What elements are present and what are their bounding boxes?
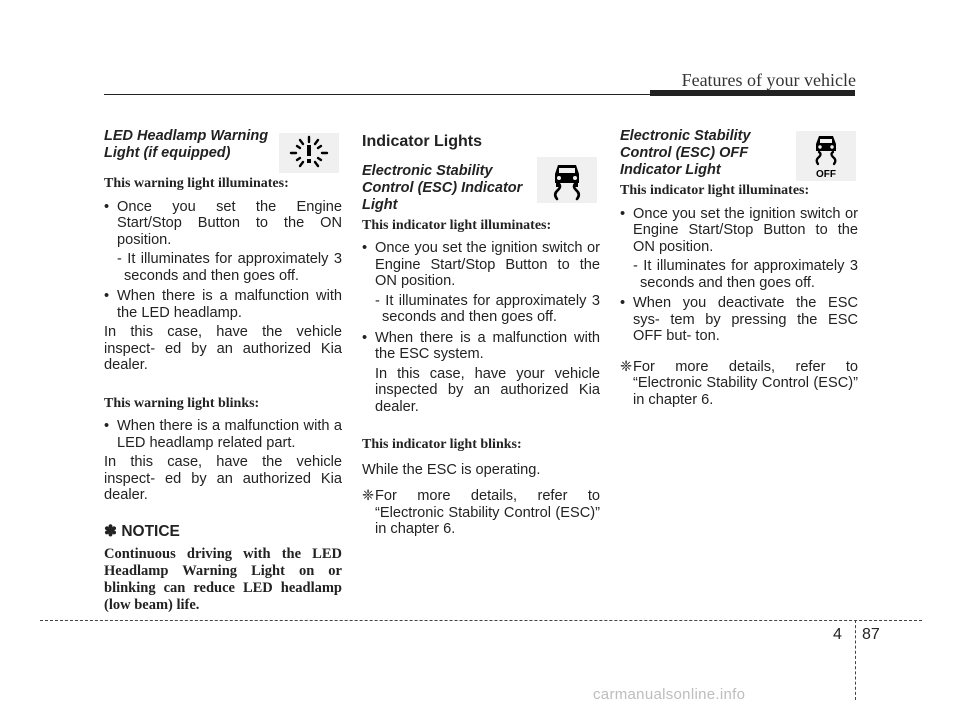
paragraph: In this case, have the vehicle inspect- ed by an authorized Kia dealer.: [104, 454, 342, 503]
notice-mark: ✽: [104, 522, 117, 540]
footer-divider: [855, 620, 856, 700]
illuminates-label: This indicator light illuminates:: [362, 217, 552, 233]
section-heading-indicator-lights: Indicator Lights: [362, 133, 482, 150]
blinks-label: This indicator light blinks:: [362, 437, 522, 452]
page-header-title: Features of your vehicle: [681, 70, 856, 90]
led-headlamp-warning-icon: [279, 133, 339, 173]
chapter-number: 4: [833, 626, 842, 643]
list-item: • Once you set the Engine Start/Stop Button to the ON position.: [104, 199, 342, 249]
note-mark: ❈: [362, 488, 375, 504]
list-subitem: - It illuminates for approximately 3 seconds and then goes off.: [117, 251, 342, 284]
esc-off-icon-label: OFF: [816, 169, 836, 180]
list-item: • When you deactivate the ESC sys- tem by pressing the ESC OFF but- ton.: [620, 295, 858, 345]
list-subitem: - It illuminates for approximately 3 seconds and then goes off.: [633, 258, 858, 291]
paragraph-indented: In this case, have your vehicle inspected by an authorized Kia dealer.: [375, 365, 600, 415]
illuminates-label: This warning light illuminates:: [104, 176, 289, 191]
note-text: For more details, refer to “Electronic Stability Control (ESC)” in chapter 6.: [633, 358, 858, 408]
list-item: • When there is a malfunction with the LED headlamp.: [104, 288, 342, 321]
notice-heading: [104, 524, 342, 541]
section-title-esc-off: Electronic Stability Control (ESC) OFF Indicator Light: [620, 128, 751, 178]
list-item: • When there is a malfunction with the ESC system.: [362, 330, 600, 363]
footer-rule: [40, 620, 922, 621]
column-led-headlamp: [104, 128, 342, 614]
paragraph: While the ESC is operating.: [362, 461, 541, 478]
notice-body: Continuous driving with the LED Headlamp Warning Light on or blinking can reduce LED headlamp (low beam) life.: [104, 546, 342, 613]
note-mark: ❈: [620, 358, 633, 375]
list-item: • Once you set the ignition switch or Engine Start/Stop Button to the ON position.: [620, 206, 858, 256]
header-bar: [650, 90, 855, 96]
note-text: For more details, refer to “Electronic Stability Control (ESC)” in chapter 6.: [375, 488, 600, 537]
notice-title: NOTICE: [121, 522, 180, 540]
list-item: • When there is a malfunction with a LED headlamp related part.: [104, 418, 342, 451]
list-item: • Once you set the ignition switch or Engine Start/Stop Button to the ON position.: [362, 240, 600, 290]
blinks-label: This warning light blinks:: [104, 395, 260, 411]
reference-note: [620, 359, 858, 409]
section-title-esc-indicator: Electronic Stability Control (ESC) Indicator Light: [362, 162, 523, 213]
paragraph: In this case, have the vehicle inspect- ed by an authorized Kia dealer.: [104, 324, 342, 373]
page-number: 87: [862, 626, 880, 643]
reference-note: [362, 488, 600, 538]
illuminates-label: This indicator light illuminates:: [620, 183, 810, 198]
watermark: carmanualsonline.info: [593, 686, 746, 703]
section-title-led-headlamp: LED Headlamp Warning Light (if equipped): [104, 128, 269, 161]
esc-off-indicator-icon: [796, 131, 856, 181]
esc-indicator-icon: [537, 157, 597, 203]
list-subitem: - It illuminates for approximately 3 seconds and then goes off.: [375, 292, 600, 325]
